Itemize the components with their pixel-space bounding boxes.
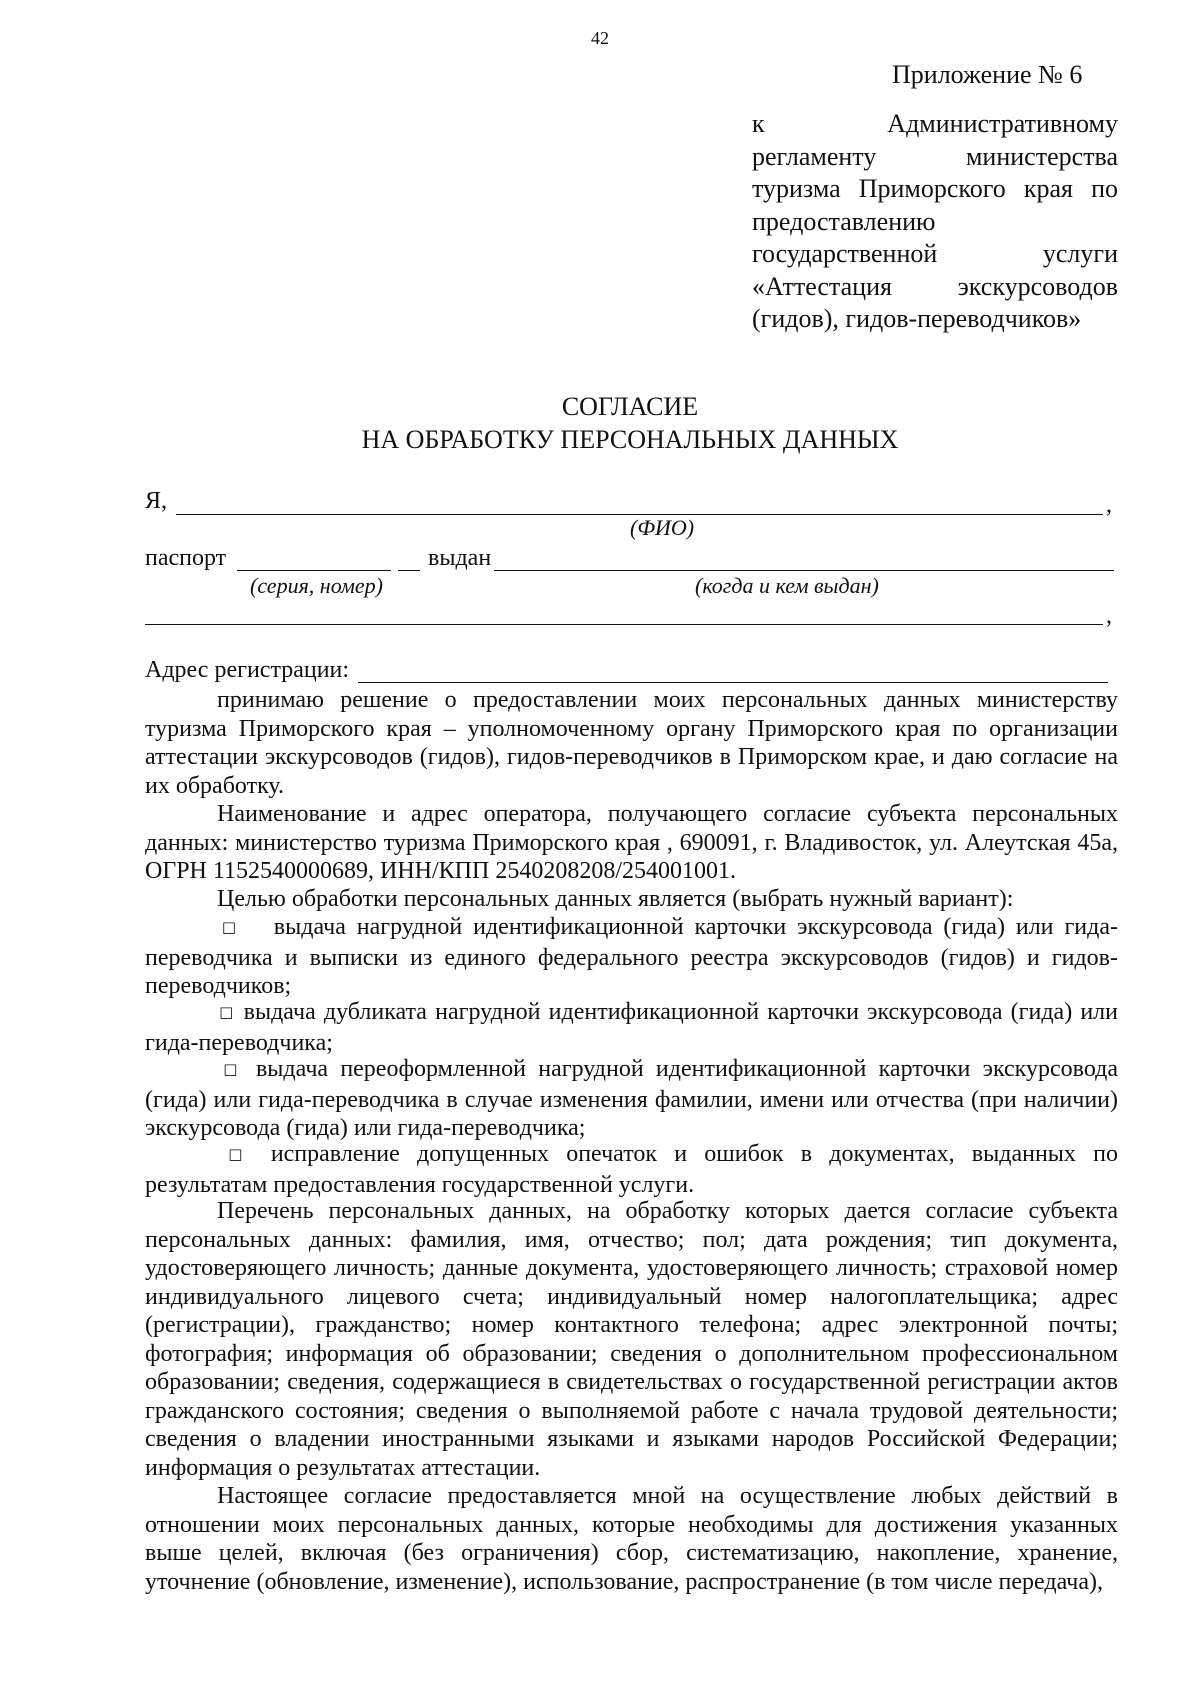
checkbox-icon[interactable]: □ (217, 1003, 236, 1021)
option-text: выдача дубликата нагрудной идентификационной карточки экскурсовода (гида) или гида-переводчика; (145, 999, 1119, 1056)
passport-series-field[interactable] (237, 570, 391, 571)
passport-issued-continuation-field[interactable] (145, 624, 1103, 625)
purpose-option-1 (145, 913, 1118, 1001)
appendix-line: государственной услуги (752, 239, 1118, 268)
appendix-title: Приложение № 6 (892, 60, 1083, 89)
appendix-line: регламенту министерства (752, 141, 1118, 171)
checkbox-icon[interactable]: □ (217, 1145, 254, 1163)
consent-scope-text: Настоящее согласие предоставляется мной на осуществление любых действий в отношении моих персональных данных, которые необходимы для достижения указанных выше целей, включая (без ограничения) сбор, систематизацию, накопление, хранение, уточнение (обновление, изменение), использование, распространение (в том числе передача), (145, 1483, 1118, 1595)
purpose-option-3 (145, 1055, 1118, 1143)
appendix-line: (гидов), гидов-переводчиков» (752, 304, 1082, 333)
fio-hint: (ФИО) (630, 515, 695, 540)
document-title (0, 390, 1200, 456)
issued-label: выдан (428, 545, 492, 571)
appendix-description (752, 108, 1118, 336)
personal-data-list-paragraph (145, 1197, 1118, 1482)
checkbox-icon[interactable]: □ (217, 918, 242, 936)
consent-scope-paragraph (145, 1482, 1118, 1596)
ya-label: Я, (145, 488, 168, 514)
operator-paragraph (145, 800, 1118, 886)
continuation-comma: , (1106, 603, 1112, 629)
consent-text: принимаю решение о предоставлении моих персональных данных министерству туризма Приморского края – уполномоченному органу Приморского края по организации аттестации экскурсоводов (гидов), гидов-переводчиков в Приморском крае, и даю согласие на их обработку. (145, 687, 1118, 799)
option-text: исправление допущенных опечаток и ошибок в документах, выданных по результатам предоставления государственной услуги. (145, 1141, 1118, 1198)
purpose-option-2 (145, 998, 1118, 1057)
appendix-line: к Административному (752, 109, 1118, 138)
option-text: выдача нагрудной идентификационной карточки экскурсовода (гида) или гида-переводчика и выписки из единого федерального реестра экскурсоводов (гидов) и гидов-переводчиков; (145, 914, 1118, 999)
checkbox-icon[interactable]: □ (217, 1060, 244, 1078)
issued-hint: (когда и кем выдан) (695, 573, 879, 598)
appendix-line: предоставлению (752, 206, 936, 236)
purpose-text: Целью обработки персональных данных является (выбрать нужный вариант): (217, 886, 1014, 912)
title-line-2: НА ОБРАБОТКУ ПЕРСОНАЛЬНЫХ ДАННЫХ (361, 425, 899, 454)
passport-issued-field[interactable] (494, 570, 1114, 571)
purpose-paragraph (145, 885, 1118, 914)
page-number: 42 (591, 28, 609, 48)
appendix-line: туризма Приморского края по (752, 174, 1118, 203)
operator-text: Наименование и адрес оператора, получающего согласие субъекта персональных данных: министерство туризма Приморского края , 690091, г. Владивосток, ул. Алеутская 45а, ОГРН 1152540000689, ИНН/КПП 2540208208/254001001. (145, 801, 1118, 884)
appendix-line: «Аттестация экскурсоводов (752, 271, 1118, 301)
passport-extra-field[interactable] (398, 570, 420, 571)
series-hint: (серия, номер) (250, 573, 383, 598)
option-text: выдача переоформленной нагрудной идентификационной карточки экскурсовода (гида) или гида-переводчика в случае изменения фамилии, имени или отчества (при наличии) экскурсовода (гида) или гида-переводчика; (145, 1056, 1118, 1141)
consent-paragraph (145, 686, 1118, 800)
title-line-1: СОГЛАСИЕ (561, 392, 699, 421)
address-label: Адрес регистрации: (145, 657, 350, 683)
address-field[interactable] (358, 682, 1108, 683)
personal-data-list-text: Перечень персональных данных, на обработку которых дается согласие субъекта персональных данных: фамилия, имя, отчество; пол; дата рождения; тип документа, удостоверяющего личность; данные документа, удостоверяющего личность; страховой номер индивидуального лицевого счета; индивидуальный номер налогоплательщика; адрес (регистрации), гражданство; номер контактного телефона; адрес электронной почты; фотография; информация об образовании; сведения о дополнительном профессиональном образовании; сведения, содержащиеся в свидетельствах о государственной регистрации актов гражданского состояния; сведения о выполняемой работе с начала трудовой деятельности; сведения о владении иностранными языками и языками народов Российской Федерации; информация о результатах аттестации. (145, 1198, 1118, 1481)
passport-label: паспорт (145, 545, 227, 571)
fio-comma: , (1106, 492, 1112, 518)
purpose-option-4 (145, 1140, 1118, 1199)
